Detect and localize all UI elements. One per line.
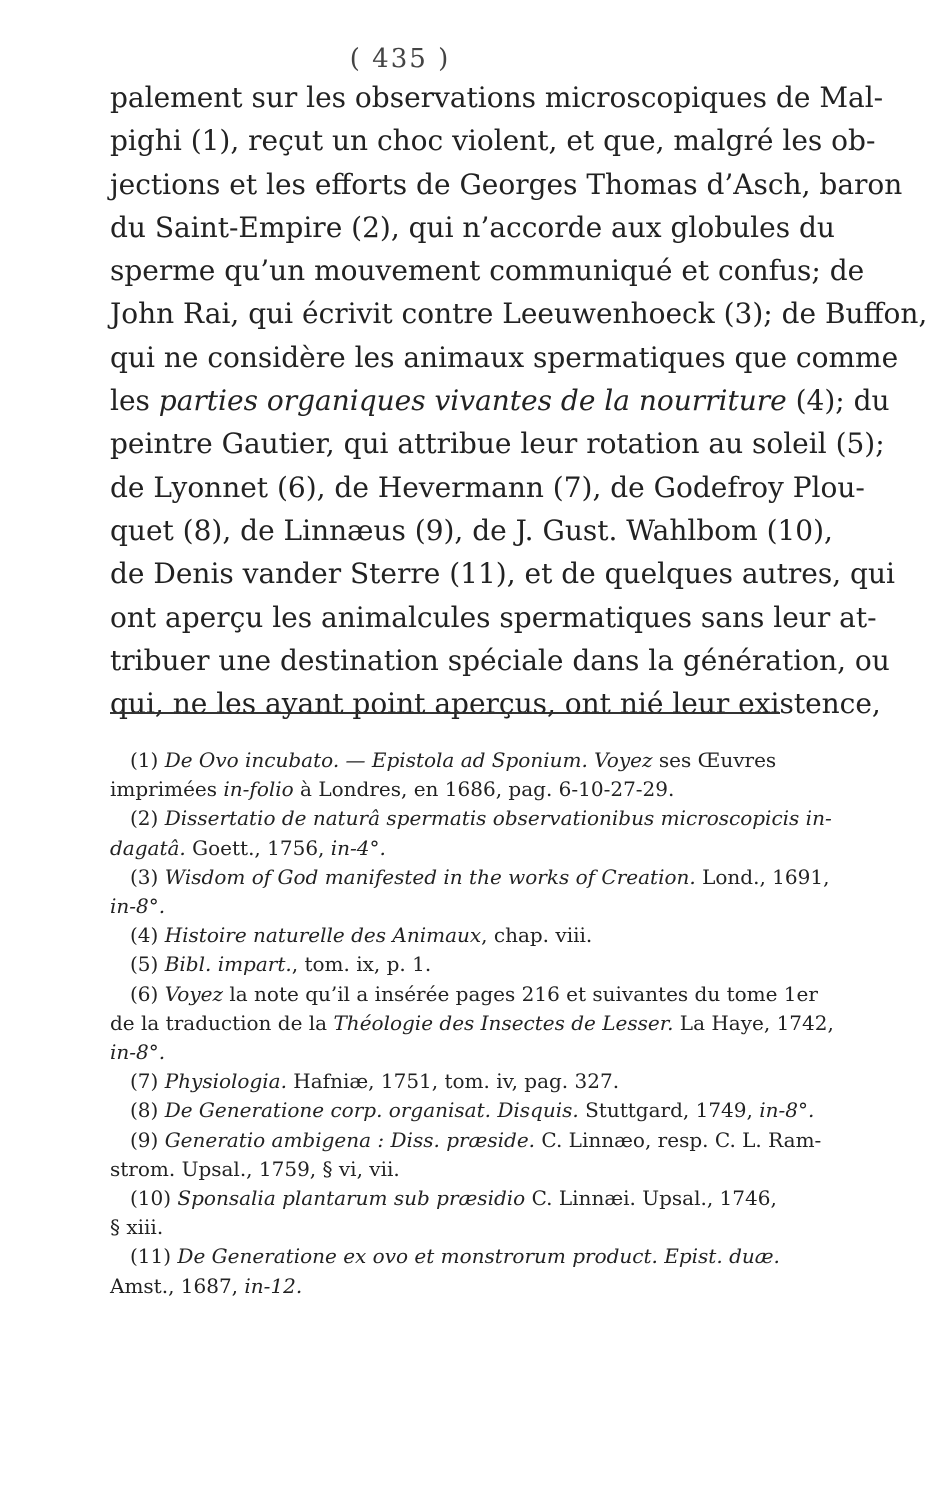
text-line: qui ne considère les animaux spermatiques que comme — [110, 340, 899, 374]
footnote-11 — [110, 1242, 780, 1271]
footnote-text: , tom. ix, p. 1. — [291, 952, 432, 977]
main-text-block — [110, 76, 927, 725]
footnote-title: Wisdom of God manifested in the works of Creation. — [164, 864, 696, 889]
text-line: jections et les efforts de Georges Thomas d’Asch, baron — [110, 167, 903, 201]
footnote-text: Stuttgard, 1749, — [578, 1098, 760, 1123]
footnote-number: (3) — [130, 864, 165, 889]
footnote-5 — [110, 950, 780, 979]
footnote-8 — [110, 1096, 815, 1125]
text-line: quet (8), de Linnæus (9), de J. Gust. Wahlbom (10), — [110, 513, 833, 547]
footnote-title: Sponsalia plantarum sub præsidio — [177, 1186, 526, 1211]
footnote-text: de la traduction de la — [110, 1010, 334, 1035]
footnote-title: Dissertatio de naturâ spermatis observationibus microscopicis in- — [164, 806, 832, 831]
footnote-title: De Generatione corp. organisat. Disquis. — [164, 1098, 579, 1123]
footnote-italic: in-8°. — [759, 1098, 815, 1123]
footnote-6-cont — [110, 1009, 834, 1038]
footnote-number: (4) — [130, 923, 165, 948]
footnote-text: Amst., 1687, — [110, 1273, 245, 1298]
footnote-number: (8) — [130, 1098, 165, 1123]
footnote-3-cont — [110, 892, 780, 921]
text-segment: les — [110, 384, 159, 418]
footnote-italic: in-8°. — [110, 1040, 166, 1065]
footnote-number: (7) — [130, 1069, 165, 1094]
footnote-text: Hafniæ, 1751, tom. iv, pag. 327. — [286, 1069, 620, 1094]
footnote-3 — [110, 863, 830, 892]
page-number: ( 435 ) — [349, 44, 451, 74]
footnote-divider — [110, 712, 780, 714]
footnote-number: (6) — [130, 981, 165, 1006]
footnote-9 — [110, 1126, 822, 1155]
footnote-10 — [110, 1184, 780, 1213]
footnote-number: (11) — [130, 1244, 178, 1269]
text-line: sperme qu’un mouvement communiqué et confus; de — [110, 254, 865, 288]
footnote-text: strom. Upsal., 1759, § vi, vii. — [110, 1156, 400, 1181]
footnote-title: Voyez — [164, 981, 224, 1006]
footnote-italic: in-12. — [244, 1273, 303, 1298]
footnote-title: Generatio ambigena : Diss. præside. — [164, 1127, 536, 1152]
footnote-9-cont — [110, 1155, 780, 1184]
footnote-italic: Théologie des Insectes de Lesser. — [333, 1010, 674, 1035]
footnote-7 — [110, 1067, 780, 1096]
footnote-title: De Ovo incubato. — Epistola ad Sponium. Voyez — [164, 748, 653, 772]
text-line: palement sur les observations microscopiques de Mal- — [110, 81, 884, 114]
text-line: ont aperçu les animalcules spermatiques sans leur at- — [110, 600, 877, 634]
footnote-6-cont — [110, 1038, 780, 1067]
footnote-2 — [110, 804, 832, 833]
footnote-italic: in-folio — [223, 777, 294, 802]
footnote-text: § xiii. — [110, 1215, 164, 1240]
footnote-number: (5) — [130, 952, 165, 977]
text-line: de Denis vander Sterre (11), et de quelques autres, qui — [110, 557, 895, 591]
footnote-number: (1) — [130, 748, 165, 772]
footnote-text: C. Linnæi. Upsal., 1746, — [525, 1186, 777, 1211]
footnote-title: Histoire naturelle des Animaux — [164, 923, 482, 948]
footnote-text: C. Linnæo, resp. C. L. Ram- — [535, 1127, 822, 1152]
footnote-text: Goett., 1756, — [185, 835, 331, 860]
footnote-4 — [110, 921, 780, 950]
footnote-text: La Haye, 1742, — [673, 1010, 834, 1035]
text-line: pighi (1), reçut un choc violent, et que, malgré les ob- — [110, 124, 876, 158]
footnote-italic: dagatâ. — [110, 835, 186, 860]
footnote-1 — [110, 746, 780, 775]
footnote-italic: in-8°. — [110, 894, 166, 919]
footnote-text: à Londres, en 1686, pag. 6-10-27-29. — [293, 777, 675, 802]
footnote-6 — [110, 980, 818, 1009]
footnote-text: , chap. viii. — [481, 923, 593, 948]
footnote-text: ses Œuvres — [652, 748, 777, 772]
footnotes — [110, 746, 834, 1301]
text-line: qui, ne les ayant point aperçus, ont nié leur existence, — [110, 687, 881, 721]
text-line-italic — [110, 379, 890, 422]
italic-segment: parties organiques vivantes de la nourriture — [158, 384, 787, 418]
footnote-number: (10) — [130, 1186, 178, 1211]
footnote-number: (9) — [130, 1127, 165, 1152]
footnote-title: De Generatione ex ovo et monstrorum product. Epist. duæ. — [177, 1244, 780, 1269]
footnote-text: la note qu’il a insérée pages 216 et suivantes du tome 1er — [223, 981, 818, 1006]
footnote-2-cont — [110, 834, 780, 863]
footnote-italic: in-4°. — [330, 835, 386, 860]
text-line: de Lyonnet (6), de Hevermann (7), de Godefroy Plou- — [110, 470, 865, 504]
text-line: tribuer une destination spéciale dans la génération, ou — [110, 643, 890, 677]
footnote-10-cont — [110, 1213, 780, 1242]
text-line: peintre Gautier, qui attribue leur rotation au soleil (5); — [110, 427, 885, 461]
text-line: du Saint-Empire (2), qui n’accorde aux globules du — [110, 210, 835, 244]
footnote-11-cont — [110, 1272, 780, 1301]
footnote-number: (2) — [130, 806, 165, 831]
footnote-text: Lond., 1691, — [695, 864, 830, 889]
footnote-title: Physiologia. — [164, 1069, 287, 1094]
text-line: John Rai, qui écrivit contre Leeuwenhoeck (3); de Buffon, — [110, 297, 927, 331]
footnote-text: imprimées — [110, 777, 224, 802]
footnote-title: Bibl. impart. — [164, 952, 292, 977]
footnote-1-cont — [110, 775, 780, 804]
text-segment: (4); du — [786, 384, 890, 418]
